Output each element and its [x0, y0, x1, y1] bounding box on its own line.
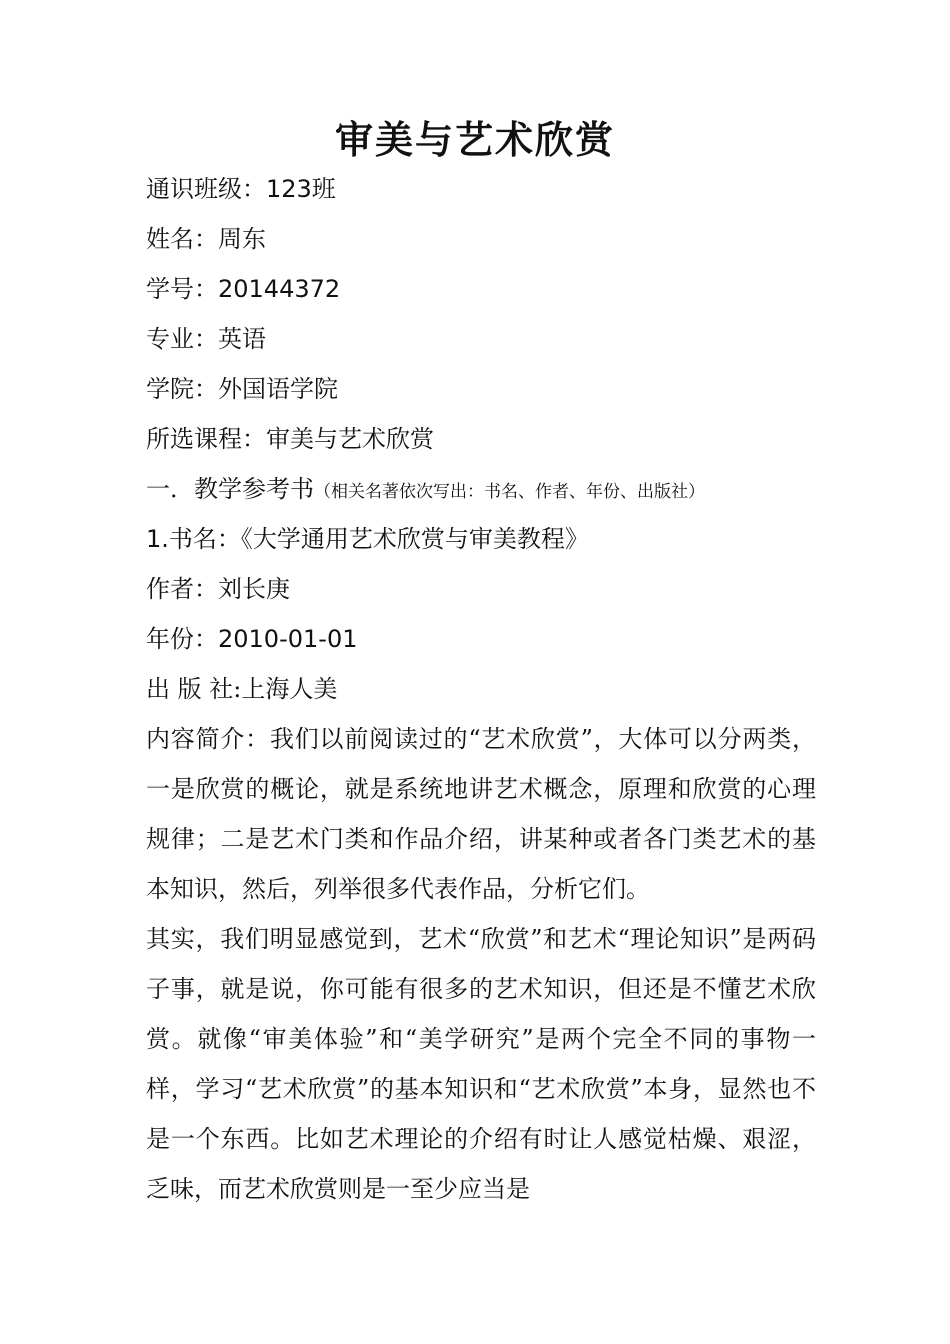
book-author-line: [146, 564, 816, 614]
info-course-value: 审美与艺术欣赏: [266, 425, 434, 453]
info-student-id-line: [146, 264, 816, 314]
book-publisher-value: 上海人美: [241, 675, 338, 703]
info-major-line: [146, 314, 816, 364]
book-author-label: 作者：: [146, 575, 218, 603]
info-college-value: 外国语学院: [218, 375, 338, 403]
section-heading: 一．教学参考书: [146, 475, 314, 503]
info-student-id-label: 学号：: [146, 275, 218, 303]
info-course-label: 所选课程：: [146, 425, 266, 453]
info-class-value: 123班: [266, 175, 336, 203]
info-student-id-value: 20144372: [218, 275, 341, 303]
info-class-label: 通识班级：: [146, 175, 266, 203]
document-body: [146, 164, 816, 1214]
book-name-label: 1.书名：: [146, 525, 241, 553]
book-year-line: [146, 614, 816, 664]
book-name-value: 《大学通用艺术欣赏与审美教程》: [240, 525, 589, 553]
book-name-line: [146, 514, 816, 564]
info-class-line: [146, 164, 816, 214]
info-name-line: [146, 214, 816, 264]
info-name-label: 姓名：: [146, 225, 218, 253]
info-course-line: [146, 414, 816, 464]
book-year-value: 2010-01-01: [218, 625, 358, 653]
section-heading-line: [146, 464, 816, 514]
info-college-label: 学院：: [146, 375, 218, 403]
body-paragraph: 其实，我们明显感觉到，艺术“欣赏”和艺术“理论知识”是两码子事，就是说，你可能有很多的艺术知识，但还是不懂艺术欣赏。就像“审美体验”和“美学研究”是两个完全不同的事物一样，学习“艺术欣赏”的基本知识和“艺术欣赏”本身，显然也不是一个东西。比如艺术理论的介绍有时让人感觉枯燥、艰涩，乏味，而艺术欣赏则是一至少应当是: [146, 925, 816, 1203]
document-title: 审美与艺术欣赏: [334, 117, 615, 162]
book-year-label: 年份：: [146, 625, 218, 653]
intro-paragraph: 内容简介：我们以前阅读过的“艺术欣赏”，大体可以分两类，一是欣赏的概论，就是系统地讲艺术概念，原理和欣赏的心理规律；二是艺术门类和作品介绍，讲某种或者各门类艺术的基本知识，然后，列举很多代表作品，分析它们。: [146, 725, 816, 903]
info-major-label: 专业：: [146, 325, 218, 353]
book-author-value: 刘长庚: [218, 575, 290, 603]
info-college-line: [146, 364, 816, 414]
book-publisher-label: 出 版 社:: [146, 675, 242, 703]
book-publisher-line: [146, 664, 816, 714]
info-major-value: 英语: [218, 325, 266, 353]
section-note: （相关名著依次写出：书名、作者、年份、出版社）: [314, 482, 705, 502]
info-name-value: 周东: [218, 225, 266, 253]
